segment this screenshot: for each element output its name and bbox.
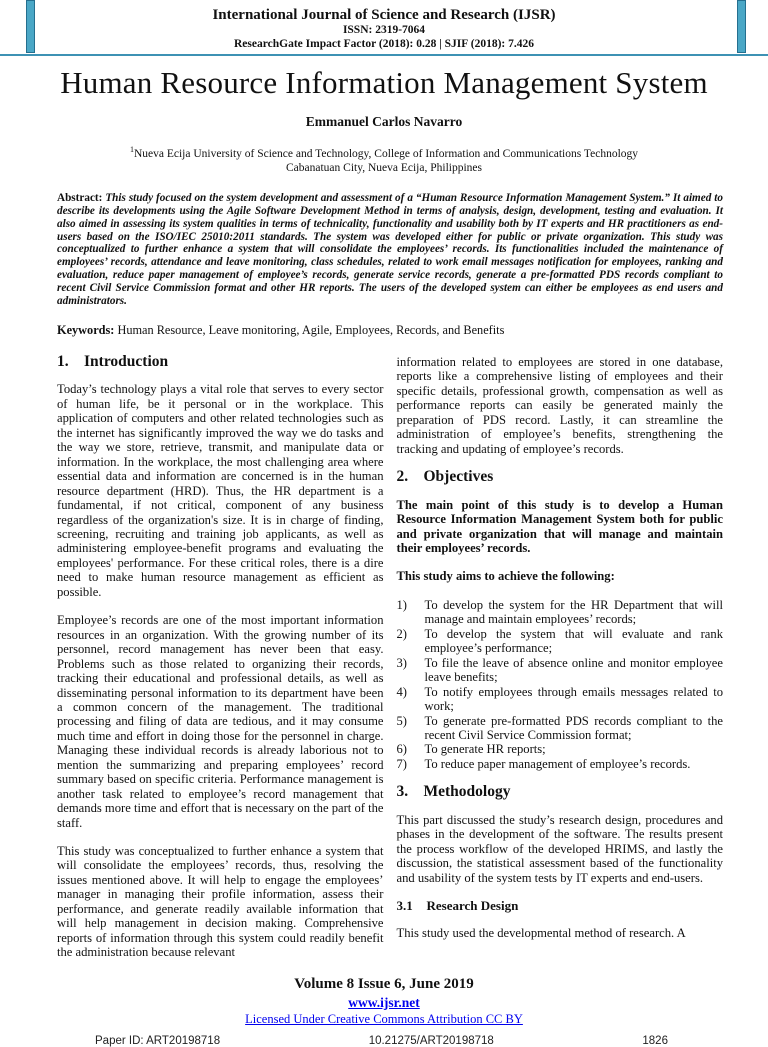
intro-paragraph-1: Today’s technology plays a vital role that serves to every sector of human life, be it personal or in the workplace. This application of computers and other related technologies such as the internet has significantly improved the way we do tasks and the way we store, retrieve, transmit, and manipulate data or information. In the workplace, the most challenging area where essential data and information are concerned is in the human resource department (HRD). Thus, the HR department is a fundamental, if not critical, component of any business regardless of the organization's size. It is in charge of finding, screening, recruiting and training job applicants, as well as administering employee-benefit programs and evaluating the employees' performance. For these critical roles, there is a dire need to make human resource management as efficient as possible. xyxy=(57,382,384,599)
intro-paragraph-3: This study was conceptualized to further enhance a system that will consolidate the employees’ records, thus, resolving the issues mentioned above. It will help to engage the employees’ manager in managing their profile information, assess their performance, and generate readily available information that will help management in decision making. Comprehensive reports of information through this system could readily benefit the administration because relevant xyxy=(57,844,384,960)
page-footer xyxy=(0,976,768,1047)
affiliation xyxy=(0,143,768,175)
paper-id: Paper ID: ART20198718 xyxy=(95,1034,221,1047)
abstract-text: This study focused on the system development and assessment of a “Human Resource Information Management System.” It aimed to describe its developments using the Agile Software Development Method in terms of analysis, design, development, testing and evaluation. It also aimed in assessing its system qualities in terms of technicality, functionality and usability both by IT experts and HR practitioners as end-users based on the ISO/IEC 25010:2011 standards. The system was developed either for public or private organization. This study was conceptualized to further enhance a system that will consolidate the employees’ records. Its functionalities included the maintenance of employees’ records, attendance and leave monitoring, class schedules, related to work email messages notification for employees, ranking and evaluation, reduce paper management of employee’s records, generate service records, generate a pre-formatted PDS records compliant to recent Civil Service Commission format and other HR reports. The users of the developed system can either be employees as end users and administrators. xyxy=(57,191,723,308)
affiliation-line-1: $^1$Nueva Ecija University of Science and Technology, College of Information and Communications Technology xyxy=(129,145,639,160)
subsection-heading-research-design: 3.1 Research Design xyxy=(396,898,519,914)
intro-continuation-paragraph: information related to employees are stored in one database, reports like a comprehensive listing of employees and their specific details, professional growth, compensation as well as performance reports can easily be generated mainly the preparation of PDS record. Lastly, it can streamline the administration of employee’s benefits, strengthening the tracking and updating of employee’s records. xyxy=(396,354,723,456)
objective-item: 7) To reduce paper management of employee’s records. xyxy=(396,756,691,771)
keywords-label: Keywords: xyxy=(57,322,118,337)
objective-item: 2) To develop the system that will evaluate and rank employee’s performance; xyxy=(396,626,723,656)
affiliation-line-2: Cabanatuan City, Nueva Ecija, Philippines xyxy=(286,161,482,174)
research-design-paragraph: This study used the developmental method of research. A xyxy=(396,926,686,941)
right-column xyxy=(397,355,724,974)
objective-item: 6) To generate HR reports; xyxy=(396,742,546,757)
keywords-text: Human Resource, Leave monitoring, Agile, Employees, Records, and Benefits xyxy=(117,322,505,337)
doi: 10.21275/ART20198718 xyxy=(368,1034,494,1047)
objectives-list xyxy=(397,598,724,771)
paper-body xyxy=(57,192,723,974)
volume-issue-line: Volume 8 Issue 6, June 2019 xyxy=(294,975,474,992)
paper-title: Human Resource Information Management System xyxy=(60,65,708,100)
ijsr-website-link[interactable]: www.ijsr.net xyxy=(348,994,420,1010)
two-column-layout xyxy=(57,352,723,974)
objective-item: 4) To notify employees through emails messages related to work; xyxy=(396,684,723,714)
author-name: Emmanuel Carlos Navarro xyxy=(305,114,463,129)
creative-commons-license-link[interactable]: Licensed Under Creative Commons Attribution CC BY xyxy=(245,1011,523,1026)
objectives-aims-line: This study aims to achieve the following: xyxy=(396,569,615,584)
section-heading-introduction: 1. Introduction xyxy=(57,352,169,370)
methodology-paragraph: This part discussed the study’s research design, procedures and phases in the development of the software. The results present the process workflow of the developed HRIMS, and lastly the discussion, the statistical assessment based of the functionality and usability of the system tests by IT experts and end-users. xyxy=(396,812,723,885)
header-accent-bar-left xyxy=(26,0,35,53)
intro-paragraph-2: Employee’s records are one of the most important information resources in an organization. With the growing number of its personnel, record management has never been that easy. Problems such as those related to organizing their records, tracking their educational and professional details, as well as disseminating personal information to its department have been a common concern of the management. The traditional processing and filing of data are tedious, and it may consume much time and effort in doing those for the personnel in charge. Managing these individual records is already laborious not to mention the summarizing and preparing employees’ record summary based on specific criteria. Performance management is another task related to employee’s record management that demands more time and effort that is necessary on the part of the staff. xyxy=(57,613,384,830)
left-column xyxy=(57,352,384,974)
abstract-paragraph xyxy=(57,192,723,308)
objectives-main-paragraph: The main point of this study is to develop a Human Resource Information Management System both for public and private organization that will manage and maintain their employees’ records. xyxy=(396,497,723,555)
journal-issn: ISSN: 2319-7064 xyxy=(342,24,426,36)
affiliation-superscript: 1 xyxy=(129,145,134,154)
section-heading-methodology: 3. Methodology xyxy=(396,783,511,801)
section-heading-objectives: 2. Objectives xyxy=(396,468,494,486)
page-number: 1826 xyxy=(642,1034,668,1047)
footer-meta-row xyxy=(95,1035,668,1047)
journal-header xyxy=(0,0,768,56)
objective-item: 3) To file the leave of absence online and monitor employee leave benefits; xyxy=(396,655,723,685)
journal-name: International Journal of Science and Research (IJSR) xyxy=(212,7,556,23)
header-accent-bar-right xyxy=(737,0,746,53)
keywords-line xyxy=(57,323,723,338)
abstract-label: Abstract: xyxy=(57,191,103,204)
journal-impact-factor: ResearchGate Impact Factor (2018): 0.28 | SJIF (2018): 7.426 xyxy=(234,37,534,50)
objective-item: 5) To generate pre-formatted PDS records compliant to the recent Civil Service Commission format; xyxy=(396,713,723,742)
objective-item: 1) To develop the system for the HR Department that will manage and maintain employees’ records; xyxy=(396,597,723,627)
